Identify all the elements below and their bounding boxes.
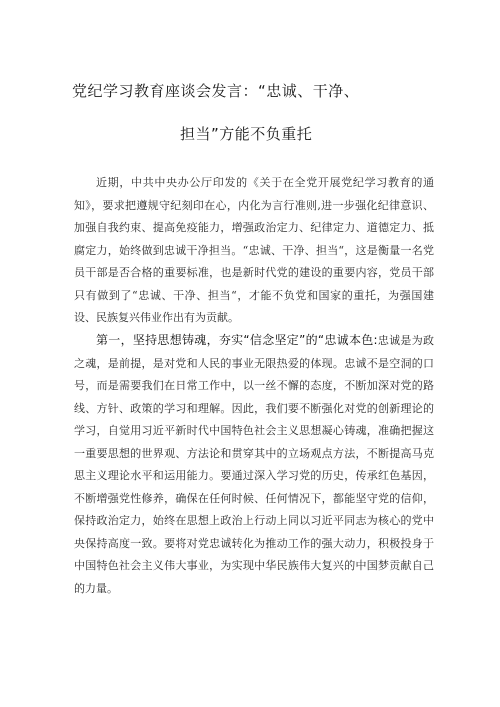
paragraph-intro [74, 172, 434, 330]
paragraph-intro-text: 近期，中共中央办公厅印发的《关于在全党开展党纪学习教育的通知》，要求把遵规守纪刻印在心，内化为言行准则,进一步强化纪律意识、加强自我约束、提高免疫能力，增强政治定力、纪律定力、道德定力、抵腐定力，始终做到忠诚干净担当。“忠诚、干净、担当“，这是衡量一名党员干部是否合格的重要标准，也是新时代党的建设的重要内容，党员干部只有做到了“忠诚、干净、担当“，才能不负党和国家的重托，为强国建设、民族复兴伟业作出有为贡献。 [74, 176, 434, 324]
title-line-1: 党纪学习教育座谈会发言：“忠诚、干净、 [72, 82, 360, 100]
paragraph-first-point [74, 329, 434, 600]
paragraph-first-point-text: 忠诚是为政之魂，是前提，是对党和人民的事业无限热爱的体现。忠诚不是空洞的口号，而是需要我们在日常工作中，以一丝不懈的态度，不断加深对党的路线、方针、政策的学习和理解。因此，我们要不断强化对党的创新理论的学习，自觉用习近平新时代中国特色社会主义思想凝心铸魂，准确把握这一重要思想的世界观、方法论和贯穿其中的立场观点方法，不断提高马克思主义理论水平和运用能力。要通过深入学习党的历史，传承红色基因，不断增强党性修养，确保在任何时候、任何情况下，都能坚守党的信仰，保持政治定力，始终在思想上政治上行动上同以习近平同志为核心的党中央保持高度一致。要将对党忠诚转化为推动工作的强大动力，积极投身于中国特色社会主义伟大事业，为实现中华民族伟大复兴的中国梦贡献自己的力量。 [74, 334, 434, 595]
paragraph-lead-heading: 第一，坚持思想铸魂，夯实“信念坚定”的“忠诚本色: [96, 333, 378, 347]
title-line-2: 担当”方能不负重托 [180, 125, 313, 143]
